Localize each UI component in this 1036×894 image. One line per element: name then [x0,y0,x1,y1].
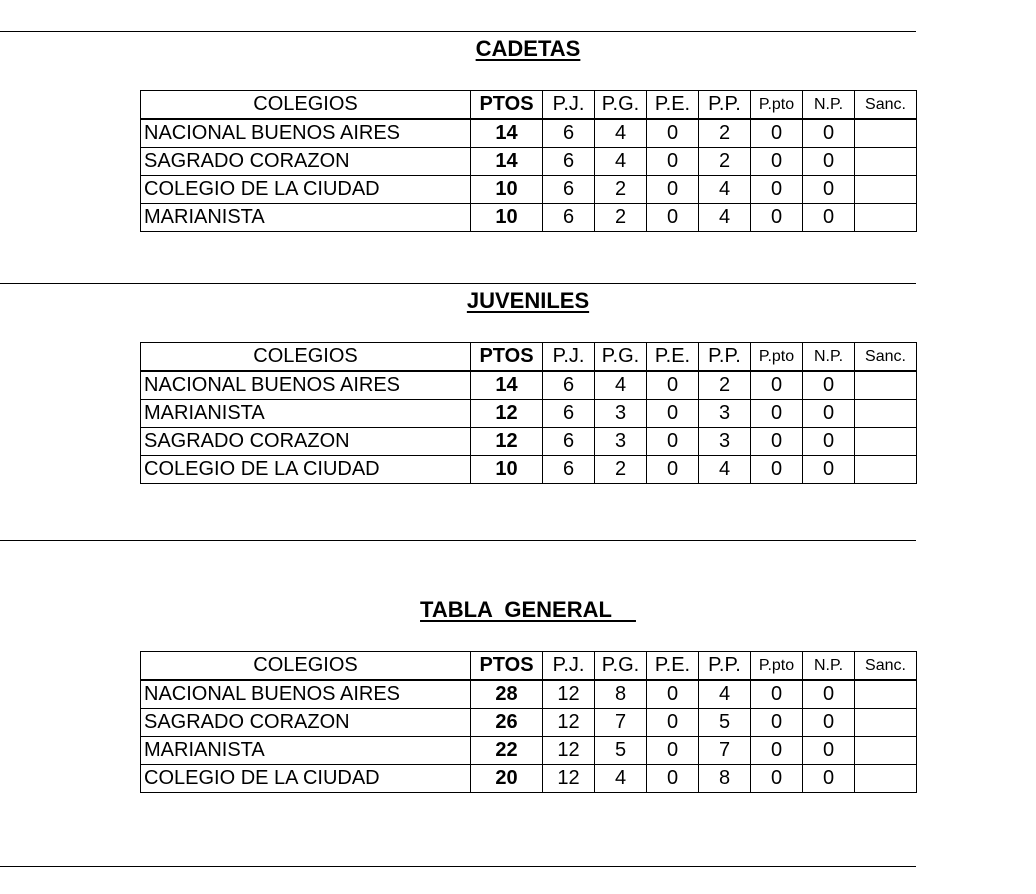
cell-sanc [855,765,917,793]
cell-np: 0 [803,765,855,793]
table-row [141,709,917,737]
cell-pp: 4 [699,204,751,232]
cell-colegio: COLEGIO DE LA CIUDAD [141,765,471,793]
cell-pe: 0 [647,765,699,793]
cell-ptos: 10 [471,204,543,232]
cell-colegio: SAGRADO CORAZON [141,428,471,456]
cell-pg: 7 [595,709,647,737]
cell-pg: 4 [595,148,647,176]
cell-pe: 0 [647,176,699,204]
cell-ptos: 28 [471,680,543,709]
cell-sanc [855,176,917,204]
column-header-pg: P.G. [595,652,647,681]
cell-pg: 3 [595,400,647,428]
cell-pg: 4 [595,765,647,793]
table-row [141,148,917,176]
cell-ppto: 0 [751,176,803,204]
cell-sanc [855,737,917,765]
cell-pp: 4 [699,680,751,709]
section-title-cadetas: CADETAS [475,36,581,61]
cell-pe: 0 [647,204,699,232]
table-row [141,176,917,204]
cell-pg: 4 [595,119,647,148]
column-header-pp: P.P. [699,91,751,120]
cell-ppto: 0 [751,456,803,484]
cell-ptos: 22 [471,737,543,765]
column-header-pe: P.E. [647,343,699,372]
standings-table-cadetas [140,90,917,232]
cell-np: 0 [803,428,855,456]
cell-pj: 6 [543,176,595,204]
column-header-pj: P.J. [543,652,595,681]
cell-np: 0 [803,204,855,232]
cell-np: 0 [803,680,855,709]
column-header-pp: P.P. [699,652,751,681]
cell-ptos: 14 [471,148,543,176]
column-header-pg: P.G. [595,91,647,120]
column-header-pj: P.J. [543,343,595,372]
column-header-pg: P.G. [595,343,647,372]
cell-np: 0 [803,709,855,737]
column-header-colegios: COLEGIOS [141,652,471,681]
cell-pp: 3 [699,428,751,456]
table-row [141,428,917,456]
column-header-np: N.P. [803,91,855,120]
table-header-row [141,91,917,120]
cell-ptos: 12 [471,428,543,456]
cell-pg: 3 [595,428,647,456]
cell-sanc [855,204,917,232]
table-row [141,680,917,709]
cell-ptos: 12 [471,400,543,428]
column-header-np: N.P. [803,652,855,681]
cell-ptos: 26 [471,709,543,737]
cell-pe: 0 [647,709,699,737]
cell-pe: 0 [647,428,699,456]
cell-sanc [855,119,917,148]
cell-pe: 0 [647,119,699,148]
column-header-ptos: PTOS [471,343,543,372]
cell-colegio: MARIANISTA [141,737,471,765]
cell-pg: 4 [595,371,647,400]
cell-pj: 6 [543,371,595,400]
cell-pg: 2 [595,456,647,484]
cell-colegio: SAGRADO CORAZON [141,709,471,737]
cell-sanc [855,371,917,400]
cell-ppto: 0 [751,765,803,793]
cell-ppto: 0 [751,737,803,765]
cell-sanc [855,400,917,428]
cell-np: 0 [803,371,855,400]
cell-pg: 2 [595,176,647,204]
cell-ptos: 10 [471,456,543,484]
cell-pj: 6 [543,119,595,148]
table-header-row [141,652,917,681]
cell-colegio: SAGRADO CORAZON [141,148,471,176]
table-row [141,737,917,765]
cell-pp: 8 [699,765,751,793]
column-header-sanc: Sanc. [855,652,917,681]
cell-pe: 0 [647,371,699,400]
cell-np: 0 [803,456,855,484]
cell-pe: 0 [647,148,699,176]
cell-pj: 6 [543,148,595,176]
table-row [141,371,917,400]
cell-pg: 8 [595,680,647,709]
cell-ppto: 0 [751,400,803,428]
cell-pp: 4 [699,176,751,204]
column-header-sanc: Sanc. [855,91,917,120]
column-header-pe: P.E. [647,652,699,681]
cell-pp: 2 [699,148,751,176]
cell-pe: 0 [647,737,699,765]
cell-np: 0 [803,119,855,148]
cell-pj: 6 [543,400,595,428]
cell-ptos: 14 [471,119,543,148]
divider-top [0,31,916,32]
column-header-colegios: COLEGIOS [141,343,471,372]
table-header-row [141,343,917,372]
column-header-pj: P.J. [543,91,595,120]
cell-colegio: MARIANISTA [141,400,471,428]
cell-np: 0 [803,400,855,428]
cell-np: 0 [803,176,855,204]
cell-sanc [855,456,917,484]
column-header-colegios: COLEGIOS [141,91,471,120]
table-row [141,119,917,148]
column-header-sanc: Sanc. [855,343,917,372]
cell-ptos: 10 [471,176,543,204]
cell-ppto: 0 [751,119,803,148]
cell-pj: 12 [543,765,595,793]
divider-2 [0,540,916,541]
cell-pj: 12 [543,680,595,709]
divider-bottom [0,866,916,867]
column-header-ptos: PTOS [471,91,543,120]
cell-pj: 6 [543,456,595,484]
cell-colegio: NACIONAL BUENOS AIRES [141,119,471,148]
cell-colegio: COLEGIO DE LA CIUDAD [141,176,471,204]
cell-np: 0 [803,148,855,176]
divider-1 [0,283,916,284]
column-header-ptos: PTOS [471,652,543,681]
cell-sanc [855,428,917,456]
cell-sanc [855,680,917,709]
table-row [141,400,917,428]
cell-ppto: 0 [751,148,803,176]
table-row [141,765,917,793]
column-header-np: N.P. [803,343,855,372]
cell-sanc [855,148,917,176]
table-row [141,456,917,484]
cell-pj: 6 [543,428,595,456]
cell-np: 0 [803,737,855,765]
cell-ppto: 0 [751,680,803,709]
cell-pj: 6 [543,204,595,232]
cell-colegio: MARIANISTA [141,204,471,232]
cell-ptos: 20 [471,765,543,793]
column-header-ppto: P.pto [751,91,803,120]
cell-ptos: 14 [471,371,543,400]
cell-pp: 2 [699,119,751,148]
cell-pj: 12 [543,709,595,737]
section-title-juveniles: JUVENILES [466,288,590,313]
column-header-ppto: P.pto [751,343,803,372]
cell-pp: 3 [699,400,751,428]
cell-pe: 0 [647,680,699,709]
cell-pe: 0 [647,400,699,428]
cell-ppto: 0 [751,428,803,456]
cell-colegio: COLEGIO DE LA CIUDAD [141,456,471,484]
column-header-ppto: P.pto [751,652,803,681]
standings-table-juveniles [140,342,917,484]
cell-pj: 12 [543,737,595,765]
section-title-tabla-general: TABLA GENERAL [420,597,636,622]
column-header-pe: P.E. [647,91,699,120]
cell-pe: 0 [647,456,699,484]
cell-pg: 2 [595,204,647,232]
cell-pp: 5 [699,709,751,737]
cell-pp: 4 [699,456,751,484]
standings-table-tabla-general [140,651,917,793]
cell-colegio: NACIONAL BUENOS AIRES [141,680,471,709]
column-header-pp: P.P. [699,343,751,372]
cell-pp: 2 [699,371,751,400]
cell-ppto: 0 [751,371,803,400]
cell-pg: 5 [595,737,647,765]
table-row [141,204,917,232]
cell-sanc [855,709,917,737]
cell-ppto: 0 [751,204,803,232]
cell-ppto: 0 [751,709,803,737]
cell-colegio: NACIONAL BUENOS AIRES [141,371,471,400]
cell-pp: 7 [699,737,751,765]
